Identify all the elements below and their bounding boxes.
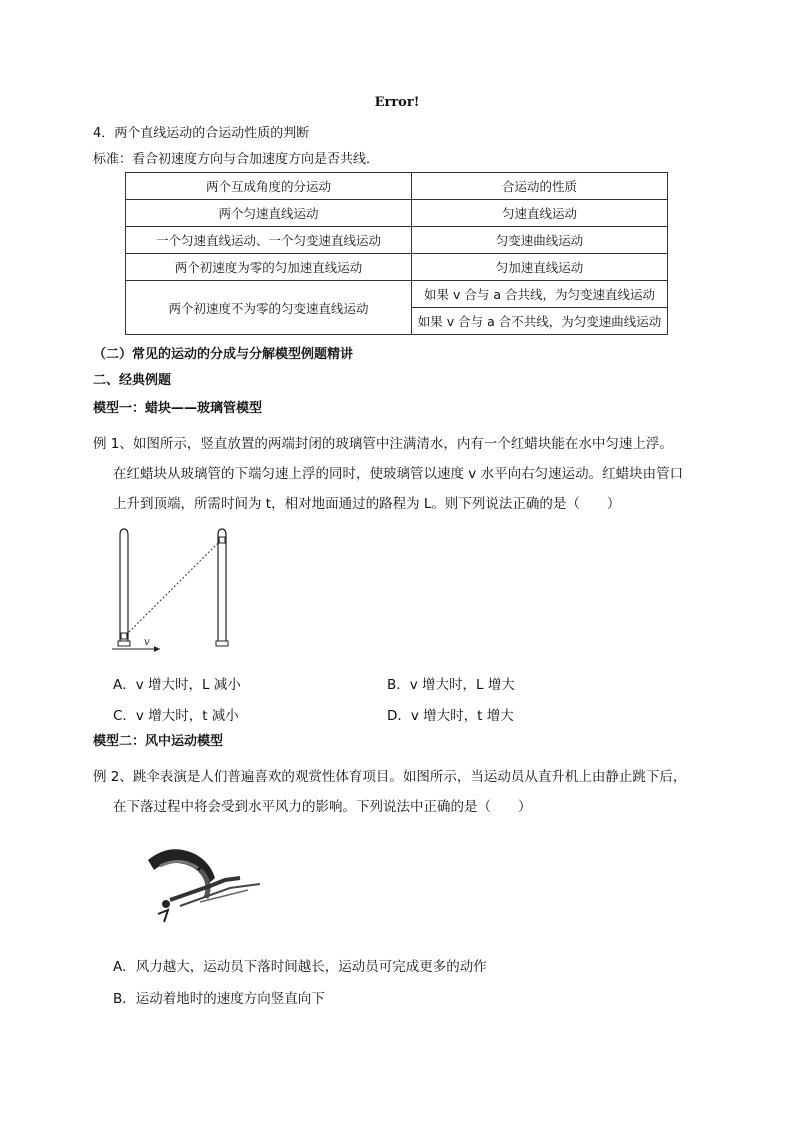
motion-properties-table	[125, 172, 668, 335]
option-a[interactable]: A．风力越大，运动员下落时间越长，运动员可完成更多的动作	[113, 959, 487, 975]
skydiver-figure	[140, 840, 280, 935]
right-glass-tube	[216, 529, 228, 646]
table-cell: 两个初速度为零的匀加速直线运动	[126, 254, 412, 281]
table-cell: 匀速直线运动	[412, 200, 668, 227]
glass-tube-figure	[110, 525, 240, 655]
option-c[interactable]: C．v 增大时，t 减小	[113, 708, 239, 724]
example-2-line-1: 例 2、跳伞表演是人们普遍喜欢的观赏性体育项目。如图所示，当运动员从直升机上由静止跳下后，	[93, 769, 687, 785]
subsection-heading: （二）常见的运动的分成与分解模型例题精讲	[93, 347, 354, 362]
classic-examples-heading: 二、经典例题	[93, 373, 172, 388]
section-4-title: 4．两个直线运动的合运动性质的判断	[93, 126, 310, 141]
table-row	[126, 227, 668, 254]
velocity-label: v	[144, 637, 150, 648]
skydiver-body	[162, 900, 170, 908]
table-header-cell: 合运动的性质	[412, 173, 668, 200]
option-d[interactable]: D．v 增大时，t 增大	[387, 708, 514, 724]
option-b[interactable]: B．v 增大时，L 增大	[387, 677, 515, 693]
model-2-heading: 模型二：风中运动模型	[93, 734, 224, 749]
table-cell: 如果 v 合与 a 合共线，为匀变速直线运动	[412, 281, 668, 308]
table-header-row	[126, 173, 668, 200]
table-cell: 两个匀速直线运动	[126, 200, 412, 227]
example-2-line-2: 在下落过程中将会受到水平风力的影响。下列说法中正确的是（ ）	[113, 799, 532, 815]
example-1-line-2: 在红蜡块从玻璃管的下端匀速上浮的同时，使玻璃管以速度 v 水平向右匀速运动。红蜡块由管口	[113, 466, 684, 482]
table-cell: 匀加速直线运动	[412, 254, 668, 281]
wax-block	[219, 537, 225, 543]
table-row	[126, 200, 668, 227]
table-row	[126, 281, 668, 308]
option-b[interactable]: B．运动着地时的速度方向竖直向下	[113, 991, 325, 1007]
section-4-standard: 标准：看合初速度方向与合加速度方向是否共线．	[93, 152, 380, 167]
table-cell: 匀变速曲线运动	[412, 227, 668, 254]
trajectory-line	[126, 541, 220, 635]
example-1-line-3: 上升到顶端，所需时间为 t，相对地面通过的路程为 L。则下列说法正确的是（ ）	[113, 496, 621, 512]
table-row	[126, 254, 668, 281]
option-a[interactable]: A．v 增大时，L 减小	[113, 677, 241, 693]
arrow-head-icon	[154, 646, 160, 652]
left-glass-tube	[118, 529, 130, 646]
wax-block	[121, 633, 127, 639]
example-1-line-1: 例 1、如图所示，竖直放置的两端封闭的玻璃管中注满清水，内有一个红蜡块能在水中匀速上浮。	[93, 436, 673, 452]
table-header-cell: 两个互成角度的分运动	[126, 173, 412, 200]
error-text: Error!	[374, 95, 420, 110]
table-cell: 一个匀速直线运动、一个匀变速直线运动	[126, 227, 412, 254]
table-cell: 如果 v 合与 a 合不共线，为匀变速曲线运动	[412, 308, 668, 335]
table-cell: 两个初速度不为零的匀变速直线运动	[126, 281, 412, 335]
model-1-heading: 模型一：蜡块——玻璃管模型	[93, 401, 263, 416]
